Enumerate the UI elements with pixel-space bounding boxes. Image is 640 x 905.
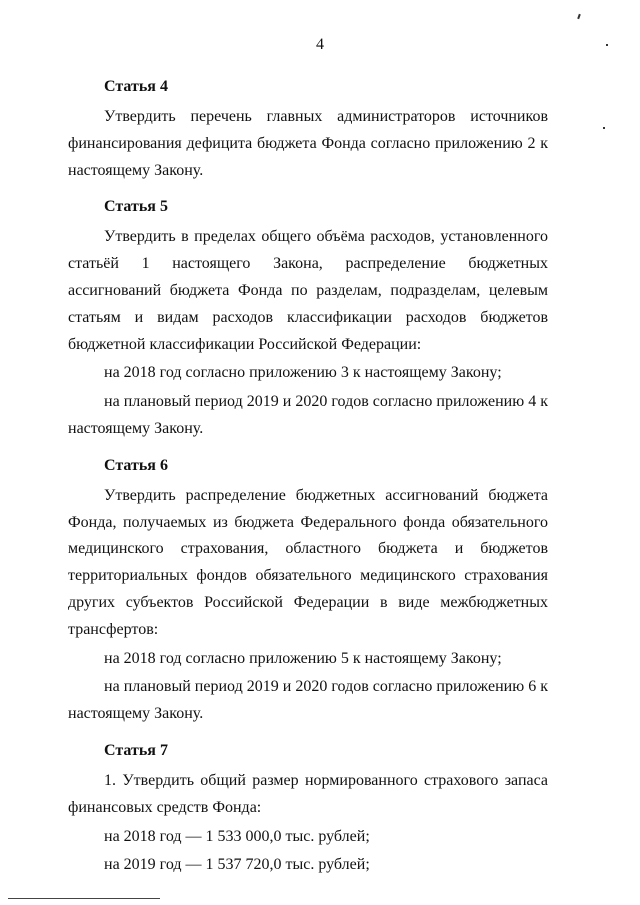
article-paragraph: Утвердить перечень главных администраторов источников финансирования дефицита бюджета Фонда согласно приложению 2 к настоящему Закону. [68,108,548,179]
scan-speck [603,127,605,129]
article-paragraph: Утвердить в пределах общего объёма расходов, установленного статьёй 1 настоящего Закона, распределение бюджетных ассигнований бюджета Фонда по разделам, подразделам, целевым статьям и видам расходов классификации расходов бюджетов бюджетной классификации Российской Федерации: [68,228,548,353]
article-paragraph: на 2018 год согласно приложению 3 к настоящему Закону; [104,364,502,382]
article-paragraph: на 2018 год согласно приложению 5 к настоящему Закону; [104,649,502,667]
article-paragraph: на плановый период 2019 и 2020 годов согласно приложению 6 к настоящему Закону. [68,678,548,723]
article-paragraph: на 2018 год — 1 533 000,0 тыс. рублей; [104,827,370,845]
article-heading: Статья 4 [104,78,168,95]
article-heading: Статья 6 [104,456,168,474]
article-paragraph: на плановый период 2019 и 2020 годов согласно приложению 4 к настоящему Закону. [68,393,548,437]
article-paragraph: 1. Утвердить общий размер нормированного страхового запаса финансовых средств Фонда: [68,771,548,816]
article-paragraph: на 2019 год — 1 537 720,0 тыс. рублей; [104,856,370,874]
scan-speck [577,14,581,19]
page-number: 4 [316,36,324,53]
bottom-rule [8,898,160,899]
document-body [68,74,548,879]
scan-speck [606,44,608,46]
article-heading: Статья 5 [104,198,168,216]
article-paragraph: Утвердить распределение бюджетных ассигнований бюджета Фонда, получаемых из бюджета Федерального фонда обязательного медицинского страхования, областного бюджета и бюджетов территориальных фондов обязательного медицинского страхования других субъектов Российской Федерации в виде межбюджетных трансфертов: [68,486,548,638]
article-heading: Статья 7 [104,741,168,759]
